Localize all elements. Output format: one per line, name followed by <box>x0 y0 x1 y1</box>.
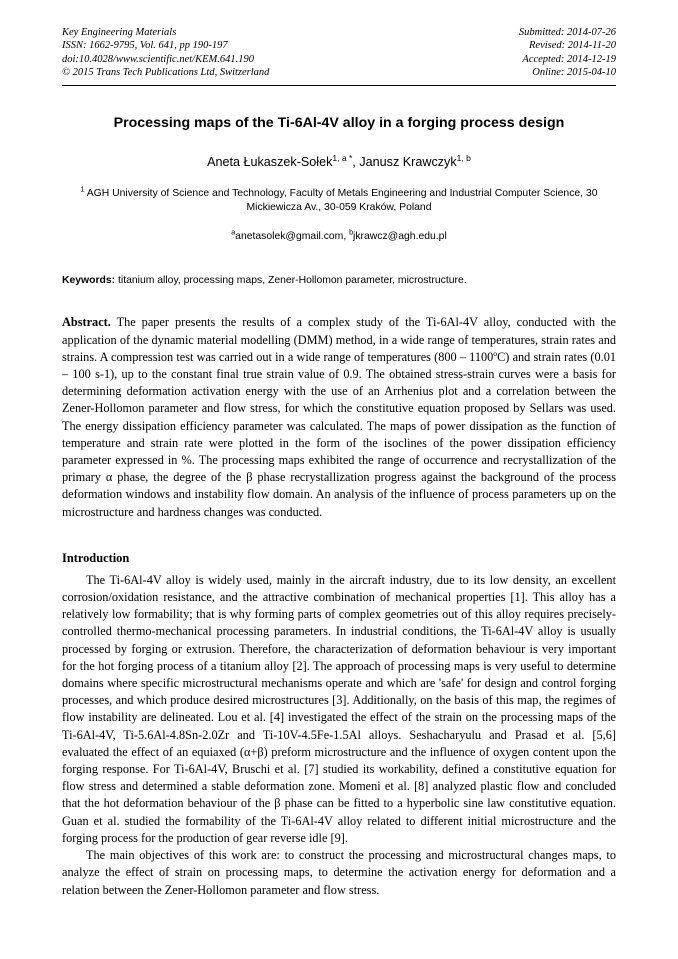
keywords-text: titanium alloy, processing maps, Zener-Hollomon parameter, microstructure. <box>115 275 467 287</box>
author-one-superscript: 1, a * <box>332 152 353 163</box>
introduction-paragraph-2: The main objectives of this work are: to construct the processing and microstructural changes maps, to analyze the effect of strain on processing maps, to determine the activation energy for deformation and a relation between the Zener-Hollomon parameter and flow stress. <box>62 848 616 897</box>
author-two: , Janusz Krawczyk <box>352 154 457 169</box>
keywords-label: Keywords: <box>62 275 116 287</box>
page-title: Processing maps of the Ti-6Al-4V alloy in a forging process design <box>113 114 565 131</box>
author-one: Aneta Łukaszek-Sołek <box>207 154 333 169</box>
journal-header-left <box>62 26 269 80</box>
journal-copyright: © 2015 Trans Tech Publications Ltd, Switzerland <box>62 67 270 79</box>
accepted-date: Accepted: 2014-12-19 <box>522 53 616 65</box>
introduction-heading: Introduction <box>62 550 130 565</box>
journal-issn-volume: ISSN: 1662-9795, Vol. 641, pp 190-197 <box>62 40 228 52</box>
submitted-date: Submitted: 2014-07-26 <box>518 27 616 38</box>
author-two-superscript: 1, b <box>456 152 471 163</box>
journal-name: Key Engineering Materials <box>62 27 177 38</box>
revised-date: Revised: 2014-11-20 <box>529 40 616 52</box>
abstract-block <box>62 314 616 520</box>
keywords-line <box>62 274 616 288</box>
abstract-text: The paper presents the results of a complex study of the Ti-6Al-4V alloy, conducted with the application of the dynamic material modelling (DMM) method, in a wide range of temperatures, strain rates and strains. A compression test was carried out in a wide range of temperatures (800 – 1100ºC) and strain rates (0.01 – 100 s-1), up to the constant final true strain value of 0.9. The obtained stress-strain curves were a basis for determining deformation activation energy with the use of an Arrhenius plot and a correlation between the Zener-Hollomon parameter and flow stress, for which the constitutive equation proposed by Sellars was used. The energy dissipation efficiency parameter was calculated. The maps of power dissipation as the function of temperature and strain rate were plotted in the form of the isoclines of the power dissipation efficiency parameter expressed in %. The processing maps exhibited the range of occurrence and recrystallization of the primary α phase, the degree of the β phase recrystallization progress against the background of the process deformation windows and instability flow domain. An analysis of the influence of process parameters up on the microstructure and hardness changes was conducted. <box>62 315 616 519</box>
email-b-marker: b <box>349 229 354 237</box>
journal-header-right <box>519 26 616 80</box>
online-date: Online: 2015-04-10 <box>532 67 616 79</box>
email-a-marker: a <box>231 229 236 237</box>
author-emails <box>62 230 616 245</box>
journal-doi: doi:10.4028/www.scientific.net/KEM.641.190 <box>62 53 254 65</box>
abstract-label: Abstract. <box>62 315 111 330</box>
email-b: jkrawcz@agh.edu.pl <box>353 230 447 242</box>
affiliation-marker: 1 <box>80 186 85 194</box>
introduction-paragraph-1: The Ti-6Al-4V alloy is widely used, mainly in the aircraft industry, due to its low density, an excellent corrosion/oxidation resistance, and the attractive combination of mechanical properties [1]. This alloy has a relatively low formability; that is why forming parts of complex geometries out of this alloy requires precisely-controlled thermo-mechanical processing parameters. In industrial conditions, the Ti-6Al-4V alloy is usually processed by forging or extrusion. Therefore, the characterization of deformation behaviour is very important for the hot forging process of a titanium alloy [2]. The approach of processing maps is very useful to determine domains where specific microstructural mechanisms operate and which are 'safe' for design and control forging processes, and which produce desired microstructures [3]. Additionally, on the basis of this map, the regimes of flow instability are delineated. Lou et al. [4] investigated the effect of the strain on the processing maps of the Ti-6Al-4V, Ti-5.6Al-4.8Sn-2.0Zr and Ti-10V-4.5Fe-1.5Al alloys. Seshacharyulu and Prasad et al. [5,6] evaluated the effect of an equiaxed (α+β) preform microstructure and the influence of oxygen content upon the forging response. For Ti-6Al-4V, Bruschi et al. [7] studied its workability, defined a constitutive equation for flow stress and determined a stable deformation zone. Momeni et al. [8] analyzed plastic flow and concluded that the hot deformation behaviour of the β phase can be fitted to a hyperbolic sine law constitutive equation. Guan et al. studied the formability of the Ti-6Al-4V alloy related to different initial microstructure and the forging process for the production of gear reverse idle [9]. <box>62 572 616 845</box>
affiliation-text: AGH University of Science and Technology, Faculty of Metals Engineering and Industrial Computer Science, 30 Mickiewicza Av., 30-059 Kraków, Poland <box>86 187 598 214</box>
journal-header <box>62 26 616 86</box>
email-a: anetasolek@gmail.com, <box>235 230 350 242</box>
author-list <box>62 154 616 170</box>
affiliation <box>62 187 616 216</box>
